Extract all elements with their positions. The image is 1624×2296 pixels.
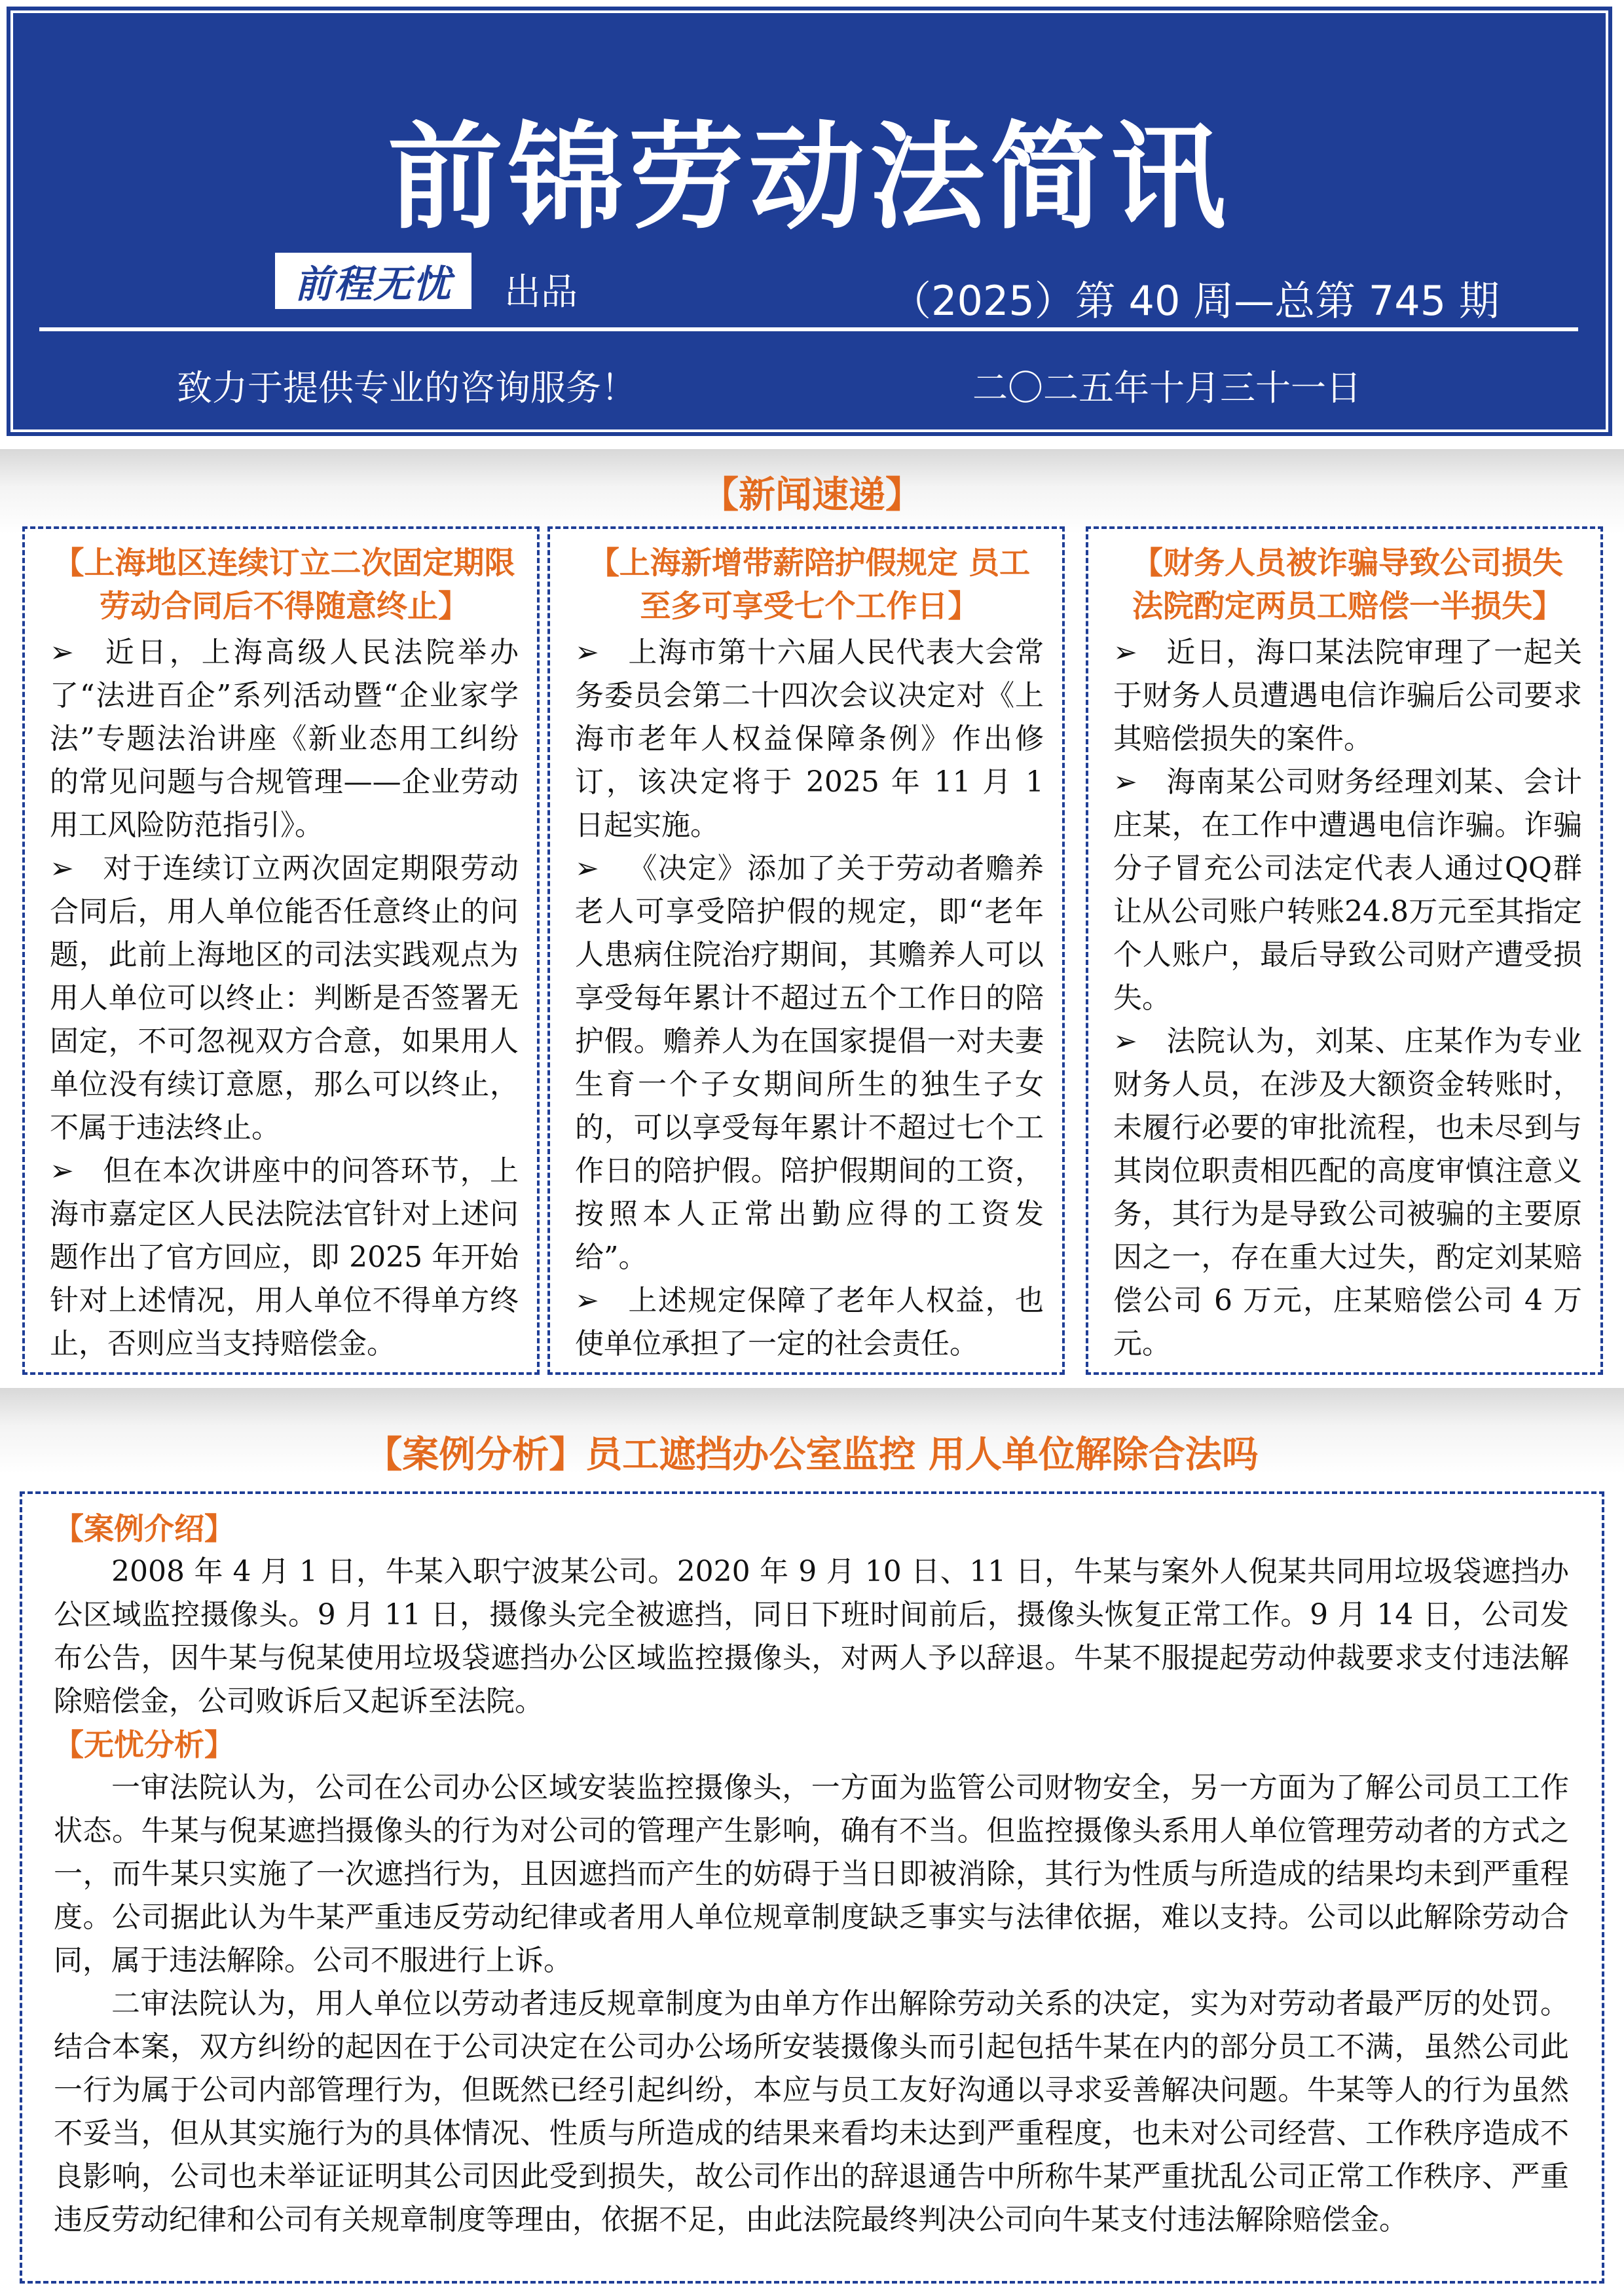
news-column-1: [22, 526, 540, 1375]
brand-logo: 前程无忧: [275, 253, 471, 309]
arrow-bullet-icon: ➢: [50, 1154, 74, 1188]
case-analysis-paragraph: 一审法院认为，公司在公司办公区域安装监控摄像头，一方面为监管公司财物安全，另一方面为了解公司员工工作状态。牛某与倪某遮挡摄像头的行为对公司的管理产生影响，确有不当。但监控摄像头系用人单位管理劳动者的方式之一，而牛某只实施了一次遮挡行为，且因遮挡而产生的妨碍于当日即被消除，其行为性质与所造成的结果均未到严重程度。公司据此认为牛某严重违反劳动纪律或者用人单位规章制度缺乏事实与法律依据，难以支持。公司以此解除劳动合同，属于违法解除。公司不服进行上诉。: [54, 1771, 1569, 1977]
news-paragraph: ➢ 上述规定保障了老年人权益，也使单位承担了一定的社会责任。: [575, 1279, 1044, 1366]
newsletter-title: 前锦劳动法简讯: [387, 111, 1231, 245]
issue-number: （2025）第 40 周—总第 745 期: [891, 277, 1500, 325]
news-section-title: 【新闻速递】: [702, 474, 922, 517]
news-paragraph: ➢ 近日，上海高级人民法院举办了“法进百企”系列活动暨“企业家学法”专题法治讲座《新业态用工纠纷的常见问题与合规管理——企业劳动用工风险防范指引》。: [50, 631, 519, 847]
news-column-2: [547, 526, 1065, 1375]
slogan: 致力于提供专业的咨询服务！: [177, 367, 637, 409]
arrow-bullet-icon: ➢: [1113, 765, 1137, 799]
case-intro-label: 【案例介绍】: [54, 1511, 234, 1546]
news-headline: 【财务人员被诈骗导致公司损失 法院酌定两员工赔偿一半损失】: [1132, 545, 1563, 625]
arrow-bullet-icon: ➢: [1113, 636, 1137, 669]
case-analysis-box: [20, 1491, 1604, 2284]
arrow-bullet-icon: ➢: [575, 1284, 599, 1317]
arrow-bullet-icon: ➢: [50, 852, 74, 885]
news-paragraph: ➢ 对于连续订立两次固定期限劳动合同后，用人单位能否任意终止的问题，此前上海地区的司法实践观点为用人单位可以终止：判断是否签署无固定，不可忽视双方合意，如果用人单位没有续订意愿，那么可以终止，不属于违法终止。: [50, 847, 519, 1150]
publisher-label: 出品: [504, 271, 578, 314]
masthead-divider: [39, 327, 1578, 331]
arrow-bullet-icon: ➢: [1113, 1025, 1137, 1058]
news-paragraph: ➢ 但在本次讲座中的问答环节，上海市嘉定区人民法院法官针对上述问题作出了官方回应，即 2025 年开始针对上述情况，用人单位不得单方终止，否则应当支持赔偿金。: [50, 1150, 519, 1366]
masthead-panel: [13, 13, 1606, 429]
case-analysis-label: 【无忧分析】: [54, 1727, 234, 1762]
arrow-bullet-icon: ➢: [575, 636, 599, 669]
masthead: [0, 0, 1624, 443]
news-column-3: [1086, 526, 1603, 1375]
news-paragraph: ➢ 上海市第十六届人民代表大会常务委员会第二十四次会议决定对《上海市老年人权益保障条例》作出修订，该决定将于 2025 年 11 月 1 日起实施。: [575, 631, 1044, 847]
issue-date: 二〇二五年十月三十一日: [972, 367, 1361, 409]
case-intro-text: 2008 年 4 月 1 日，牛某入职宁波某公司。2020 年 9 月 10 日、11 日，牛某与案外人倪某共同用垃圾袋遮挡办公区域监控摄像头。9 月 11 日，摄像头完全被遮挡，同日下班时间前后，摄像头恢复正常工作。9 月 14 日，公司发布公告，因牛某与倪某使用垃圾袋遮挡办公区域监控摄像头，对两人予以辞退。牛某不服提起劳动仲裁要求支付违法解除赔偿金，公司败诉后又起诉至法院。: [54, 1555, 1569, 1718]
case-analysis-paragraph: 二审法院认为，用人单位以劳动者违反规章制度为由单方作出解除劳动关系的决定，实为对劳动者最严厉的处罚。结合本案，双方纠纷的起因在于公司决定在公司办公场所安装摄像头而引起包括牛某在内的部分员工不满，虽然公司此一行为属于公司内部管理行为，但既然已经引起纠纷，本应与员工友好沟通以寻求妥善解决问题。牛某等人的行为虽然不妥当，但从其实施行为的具体情况、性质与所造成的结果来看均未达到严重程度，也未对公司经营、工作秩序造成不良影响，公司也未举证证明其公司因此受到损失，故公司作出的辞退通告中所称牛某严重扰乱公司正常工作秩序、严重违反劳动纪律和公司有关规章制度等理由，依据不足，由此法院最终判决公司向牛某支付违法解除赔偿金。: [54, 1987, 1569, 2236]
arrow-bullet-icon: ➢: [575, 852, 599, 885]
news-paragraph: ➢ 海南某公司财务经理刘某、会计庄某，在工作中遭遇电信诈骗。诈骗分子冒充公司法定代表人通过QQ群让从公司账户转账24.8万元至其指定个人账户，最后导致公司财产遭受损失。: [1113, 761, 1582, 1020]
news-paragraph: ➢ 近日，海口某法院审理了一起关于财务人员遭遇电信诈骗后公司要求其赔偿损失的案件。: [1113, 631, 1582, 761]
case-section-title: 【案例分析】员工遮挡办公室监控 用人单位解除合法吗: [365, 1434, 1259, 1476]
news-paragraph: ➢ 法院认为，刘某、庄某作为专业财务人员，在涉及大额资金转账时，未履行必要的审批流程，也未尽到与其岗位职责相匹配的高度审慎注意义务，其行为是导致公司被骗的主要原因之一，存在重大过失，酌定刘某赔偿公司 6 万元，庄某赔偿公司 4 万元。: [1113, 1020, 1582, 1366]
news-headline: 【上海地区连续订立二次固定期限劳动合同后不得随意终止】: [53, 545, 515, 625]
news-headline: 【上海新增带薪陪护假规定 员工至多可享受七个工作日】: [588, 545, 1031, 625]
arrow-bullet-icon: ➢: [50, 636, 74, 669]
news-paragraph: ➢ 《决定》添加了关于劳动者赡养老人可享受陪护假的规定，即“老年人患病住院治疗期间，其赡养人可以享受每年累计不超过五个工作日的陪护假。赡养人为在国家提倡一对夫妻生育一个子女期间所生的独生子女的，可以享受每年累计不超过七个工作日的陪护假。陪护假期间的工资，按照本人正常出勤应得的工资发给”。: [575, 847, 1044, 1279]
